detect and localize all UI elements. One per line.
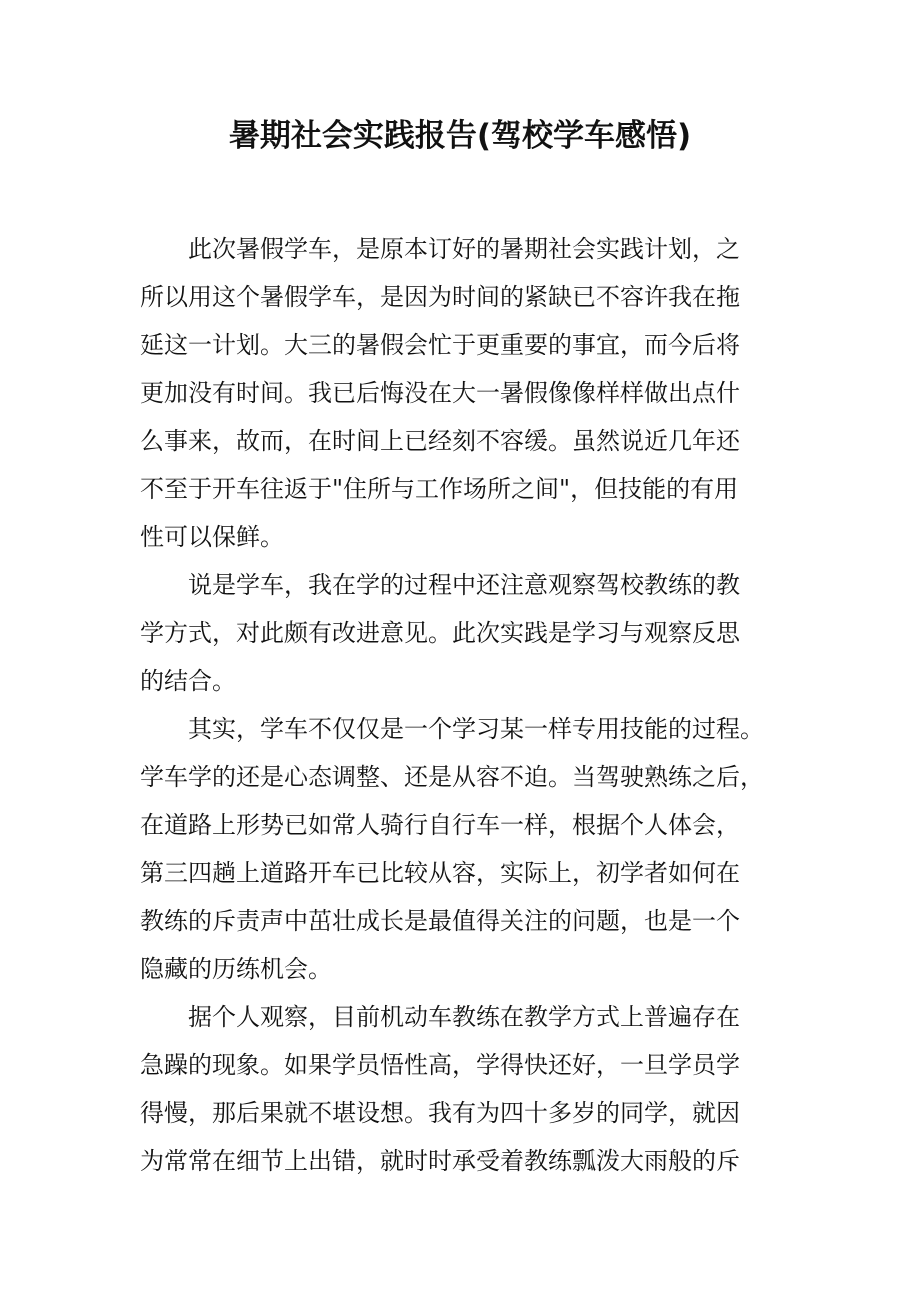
text-line: 性可以保鲜。 (140, 523, 284, 551)
text-line: 此次暑假学车，是原本订好的暑期社会实践计划，之 (188, 235, 740, 263)
paragraph-3 (140, 705, 780, 993)
text-line: 第三四趟上道路开车已比较从容，实际上，初学者如何在 (140, 859, 740, 887)
text-line: 不至于开车往返于"住所与工作场所之间"，但技能的有用 (140, 475, 739, 503)
text-line: 教练的斥责声中茁壮成长是最值得关注的问题，也是一个 (140, 907, 740, 935)
text-line: 据个人观察，目前机动车教练在教学方式上普遍存在 (188, 1003, 740, 1031)
text-line: 隐藏的历练机会。 (140, 955, 332, 983)
text-line: 得慢，那后果就不堪设想。我有为四十多岁的同学，就因 (140, 1099, 740, 1127)
document-body (140, 225, 780, 1185)
text-line: 在道路上形势已如常人骑行自行车一样，根据个人体会， (140, 811, 740, 839)
text-line: 学车学的还是心态调整、还是从容不迫。当驾驶熟练之后， (140, 763, 764, 791)
text-line: 更加没有时间。我已后悔没在大一暑假像像样样做出点什 (140, 379, 740, 407)
paragraph-1 (140, 225, 780, 561)
text-line: 延这一计划。大三的暑假会忙于更重要的事宜，而今后将 (140, 331, 740, 359)
text-line: 么事来，故而，在时间上已经刻不容缓。虽然说近几年还 (140, 427, 740, 455)
paragraph-4 (140, 993, 780, 1185)
text-line: 为常常在细节上出错，就时时承受着教练瓢泼大雨般的斥 (140, 1147, 740, 1175)
paragraph-2 (140, 561, 780, 705)
text-line: 说是学车，我在学的过程中还注意观察驾校教练的教 (188, 571, 740, 599)
text-line: 其实，学车不仅仅是一个学习某一样专用技能的过程。 (188, 715, 764, 743)
text-line: 的结合。 (140, 667, 236, 695)
text-line: 学方式，对此颇有改进意见。此次实践是学习与观察反思 (140, 619, 740, 647)
document-title: 暑期社会实践报告(驾校学车感悟) (228, 118, 692, 154)
text-line: 急躁的现象。如果学员悟性高，学得快还好，一旦学员学 (140, 1051, 740, 1079)
text-line: 所以用这个暑假学车，是因为时间的紧缺已不容许我在拖 (140, 283, 740, 311)
